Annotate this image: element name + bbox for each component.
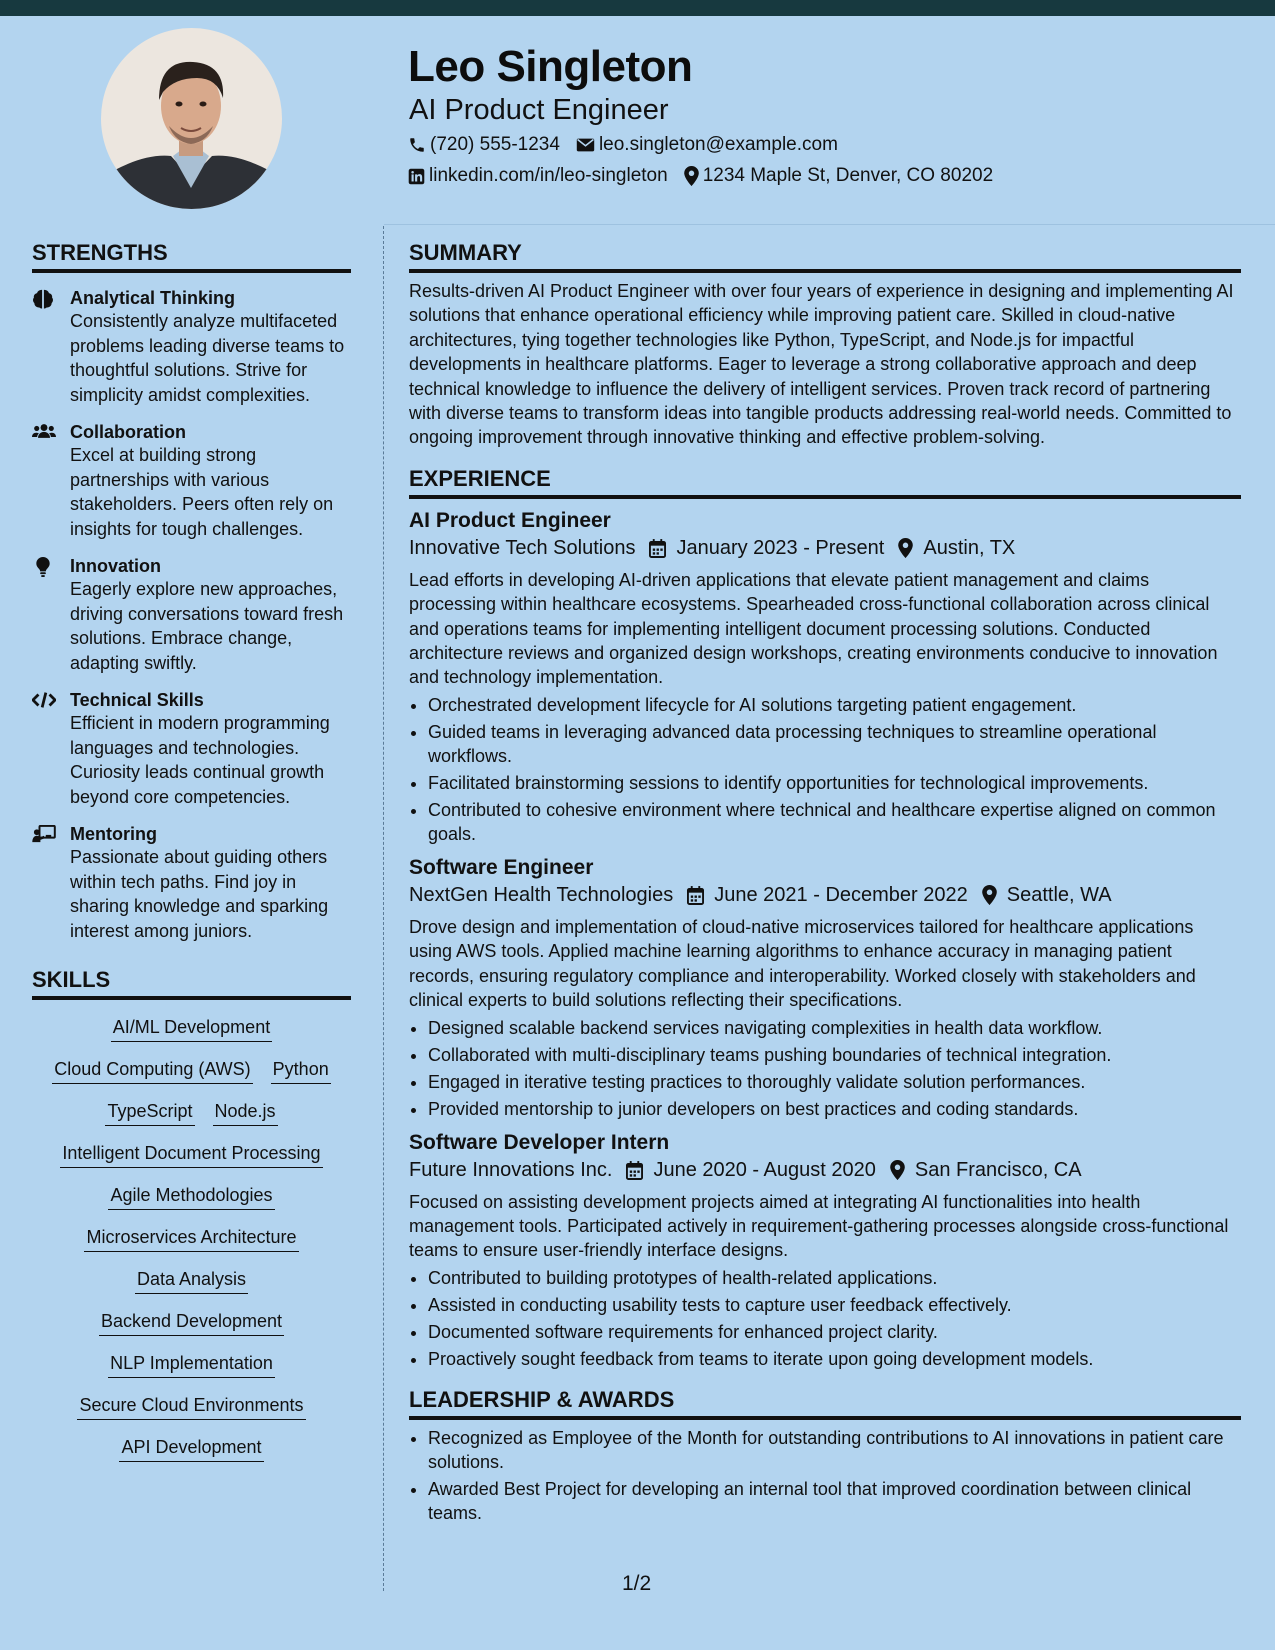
bullet-item: • Designed scalable backend services navigating complexities in health data workflow.: [428, 1016, 1241, 1040]
linkedin-contact[interactable]: [408, 165, 668, 187]
strength-title: Technical Skills: [70, 690, 204, 710]
strength-title: Collaboration: [70, 422, 186, 442]
skill-tag: Intelligent Document Processing: [60, 1141, 322, 1168]
skill-tag: AI/ML Development: [111, 1015, 272, 1042]
job-meta: [409, 1159, 1241, 1182]
header-divider: [384, 224, 1275, 225]
candidate-title: AI Product Engineer: [409, 94, 669, 126]
phone-contact: [408, 134, 560, 156]
strength-desc: Efficient in modern programming languages and technologies. Curiosity leads continual growth beyond core competencies.: [70, 713, 330, 807]
strength-item: [32, 823, 351, 943]
job-title: AI Product Engineer: [409, 508, 611, 532]
strength-desc: Excel at building strong partnerships with various stakeholders. Peers often rely on insights for tough challenges.: [70, 445, 334, 539]
code-icon: [32, 691, 56, 709]
skill-tag: Node.js: [213, 1099, 278, 1126]
job-location: Austin, TX: [923, 536, 1016, 559]
skill-tag: NLP Implementation: [108, 1351, 275, 1378]
calendar-icon: [687, 886, 704, 905]
strength-desc: Consistently analyze multifaceted problems leading diverse teams to thoughtful solutions. Strive for simplicity amidst complexities.: [70, 311, 345, 405]
job-description: Lead efforts in developing AI-driven applications that elevate patient management and claims processing within healthcare ecosystems. Spearheaded cross-functional collaboration across clinical and operations teams for implementing intelligent document processing solutions. Conducted architecture reviews and organized design workshops, creating environments conducive to innovation and technology implementation.: [409, 569, 1218, 688]
strength-desc: Passionate about guiding others within tech paths. Find joy in sharing knowledge and sparking interest among juniors.: [70, 847, 329, 941]
bullet-item: • Contributed to building prototypes of health-related applications.: [428, 1266, 1241, 1290]
address-text: 1234 Maple St, Denver, CO 80202: [702, 165, 994, 186]
job-dates: June 2021 - December 2022: [714, 883, 968, 906]
phone-text: (720) 555-1234: [430, 134, 560, 155]
strength-item: [32, 287, 351, 407]
bullet-item: • Assisted in conducting usability tests to capture user feedback effectively.: [428, 1293, 1241, 1317]
users-icon: [32, 423, 56, 439]
linkedin-icon: [408, 168, 425, 185]
strength-item: [32, 689, 351, 809]
skill-tag: Agile Methodologies: [108, 1183, 274, 1210]
chalkboard-teacher-icon: [32, 825, 56, 843]
skills-heading: SKILLS: [32, 967, 351, 1000]
bullet-item: • Contributed to cohesive environment where technical and healthcare expertise aligned on common goals.: [428, 798, 1241, 846]
job-company: NextGen Health Technologies: [409, 883, 674, 906]
job-company: Future Innovations Inc.: [409, 1158, 613, 1181]
lightbulb-icon: [36, 557, 50, 577]
awards-list: [409, 1426, 1241, 1525]
contact-row-2: [408, 165, 1009, 187]
map-pin-icon: [890, 1160, 905, 1180]
strength-title: Mentoring: [70, 824, 157, 844]
strength-item: [32, 555, 351, 675]
job-dates: June 2020 - August 2020: [653, 1158, 876, 1181]
job-meta: [409, 884, 1241, 907]
skill-tag: Microservices Architecture: [84, 1225, 298, 1252]
bullet-item: • Proactively sought feedback from teams to iterate upon going development models.: [428, 1347, 1241, 1371]
job-location: San Francisco, CA: [914, 1158, 1082, 1181]
skills-list: [32, 1015, 351, 1462]
bullet-item: • Orchestrated development lifecycle for AI solutions targeting patient engagement.: [428, 693, 1241, 717]
avatar: [101, 28, 282, 209]
bullet-item: • Provided mentorship to junior developers on best practices and coding standards.: [428, 1097, 1241, 1121]
contact-row-1: [408, 134, 854, 156]
job-title: Software Engineer: [409, 855, 594, 879]
job-entry: [409, 1131, 1241, 1371]
job-bullets: [409, 1016, 1241, 1121]
summary-text: Results-driven AI Product Engineer with over four years of experience in designing and implementing AI solutions that enhance operational efficiency while improving patient care. Skilled in cloud-native architectures, tying together technologies like Python, TypeScript, and Node.js for impactful developments in healthcare platforms. Eager to leverage a strong collaborative approach and deep technical knowledge to influence the delivery of intelligent services. Proven track record of partnering with diverse teams to transform ideas into tangible products addressing real-world needs. Committed to ongoing improvement through innovative thinking and effective problem-solving.: [409, 281, 1234, 448]
job-entry: [409, 856, 1241, 1121]
brain-icon: [32, 289, 54, 309]
job-meta: [409, 537, 1241, 560]
candidate-name: Leo Singleton: [408, 42, 693, 91]
skill-tag: Data Analysis: [135, 1267, 248, 1294]
job-description: Focused on assisting development projects aimed at integrating AI functionalities into health management tools. Participated actively in requirement-gathering processes alongside cross-functional teams to ensure user-friendly interface designs.: [409, 1191, 1229, 1261]
job-title: Software Developer Intern: [409, 1130, 670, 1154]
skill-tag: Cloud Computing (AWS): [52, 1057, 252, 1084]
strength-title: Innovation: [70, 556, 161, 576]
email-text[interactable]: leo.singleton@example.com: [598, 134, 838, 155]
calendar-icon: [649, 539, 666, 558]
skill-tag: API Development: [119, 1435, 263, 1462]
strength-desc: Eagerly explore new approaches, driving conversations toward fresh solutions. Embrace change, adapting swiftly.: [70, 579, 344, 673]
award-item: • Recognized as Employee of the Month for outstanding contributions to AI innovations in patient care solutions.: [428, 1426, 1241, 1474]
summary-heading: SUMMARY: [409, 240, 1241, 273]
top-bar: [0, 0, 1275, 16]
job-entry: [409, 509, 1241, 846]
job-bullets: [409, 1266, 1241, 1371]
calendar-icon: [626, 1161, 643, 1180]
right-column: [409, 240, 1241, 1525]
strength-item: [32, 421, 351, 541]
skill-tag: Python: [271, 1057, 331, 1084]
address-contact: [684, 165, 993, 187]
map-pin-icon: [684, 166, 699, 186]
bullet-item: • Engaged in iterative testing practices to thoroughly validate solution performances.: [428, 1070, 1241, 1094]
strengths-heading: STRENGTHS: [32, 240, 351, 273]
skill-tag: Backend Development: [99, 1309, 284, 1336]
job-bullets: [409, 693, 1241, 846]
phone-icon: [408, 136, 426, 154]
map-pin-icon: [982, 885, 997, 905]
job-company: Innovative Tech Solutions: [409, 536, 636, 559]
experience-heading: EXPERIENCE: [409, 466, 1241, 499]
skill-tag: TypeScript: [105, 1099, 194, 1126]
page-number: 1/2: [622, 1572, 652, 1595]
column-divider: [383, 226, 384, 1591]
bullet-item: • Guided teams in leveraging advanced data processing techniques to streamline operational workflows.: [428, 720, 1241, 768]
job-description: Drove design and implementation of cloud-native microservices tailored for healthcare applications using AWS tools. Applied machine learning algorithms to enhance accuracy in managing patient records, ensuring regulatory compliance and interoperability. Worked closely with stakeholders and clinical experts to build solutions reflecting their specifications.: [409, 916, 1196, 1011]
bullet-item: • Collaborated with multi-disciplinary teams pushing boundaries of technical integration.: [428, 1043, 1241, 1067]
linkedin-text[interactable]: linkedin.com/in/leo-singleton: [429, 165, 668, 186]
award-item: • Awarded Best Project for developing an internal tool that improved coordination between clinical teams.: [428, 1477, 1241, 1525]
skill-tag: Secure Cloud Environments: [77, 1393, 305, 1420]
strength-title: Analytical Thinking: [70, 288, 236, 308]
awards-heading: LEADERSHIP & AWARDS: [409, 1387, 1241, 1420]
map-pin-icon: [898, 538, 913, 558]
job-dates: January 2023 - Present: [676, 536, 885, 559]
job-location: Seattle, WA: [1006, 883, 1112, 906]
bullet-item: • Documented software requirements for enhanced project clarity.: [428, 1320, 1241, 1344]
envelope-icon: [576, 137, 595, 153]
bullet-item: • Facilitated brainstorming sessions to identify opportunities for technological improvements.: [428, 771, 1241, 795]
email-contact[interactable]: [576, 134, 838, 156]
left-column: [32, 240, 351, 1462]
